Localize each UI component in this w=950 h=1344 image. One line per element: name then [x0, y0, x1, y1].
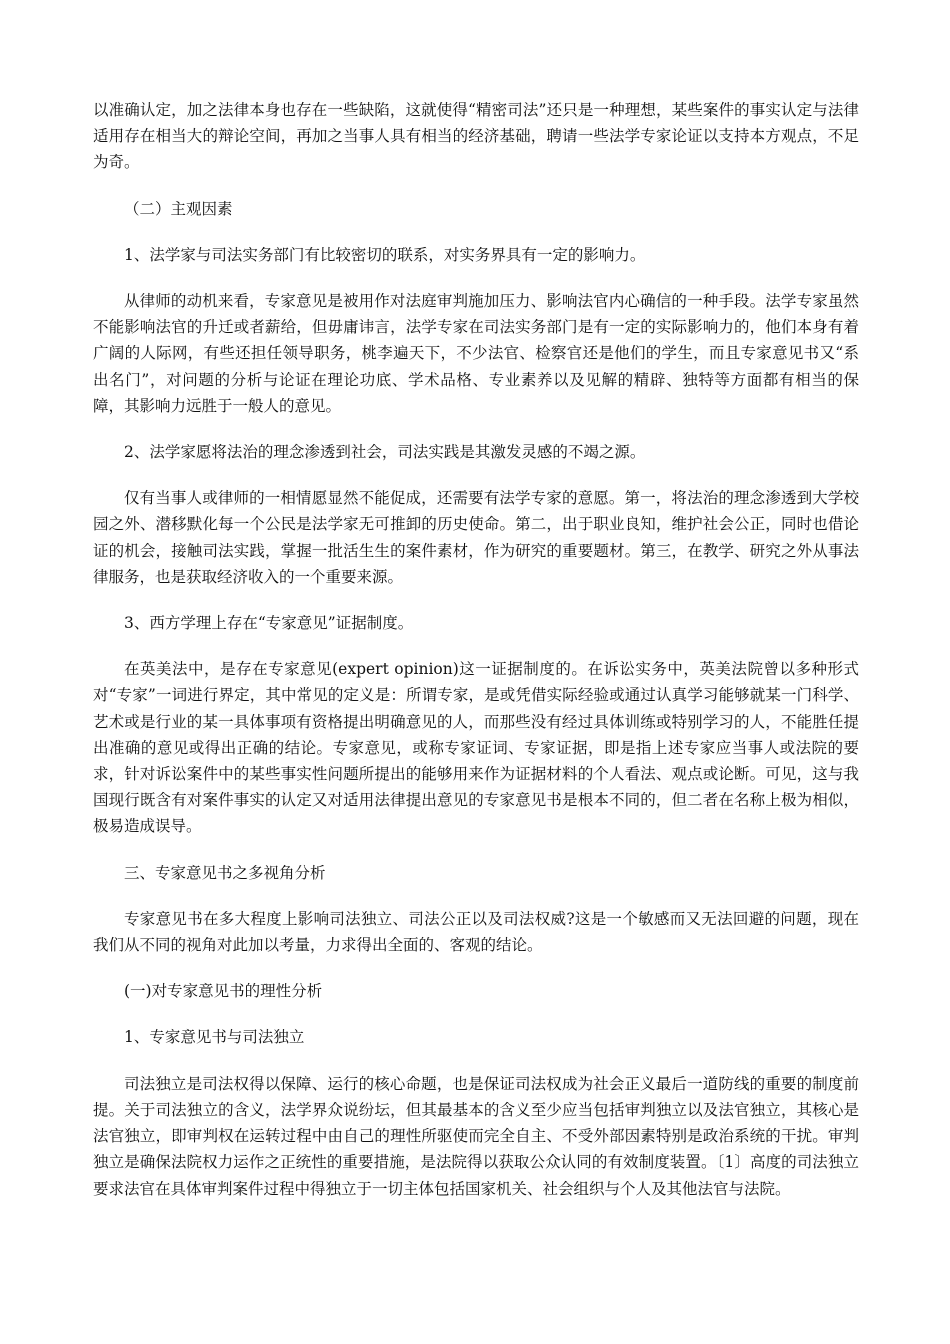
paragraph-body: 专家意见书在多大程度上影响司法独立、司法公正以及司法权威?这是一个敏感而又无法回避的问题，现在我们从不同的视角对此加以考量，力求得出全面的、客观的结论。: [93, 909, 859, 955]
subheading-1: 1、法学家与司法实务部门有比较密切的联系，对实务界具有一定的影响力。: [124, 245, 646, 264]
section-heading-subjective-factors: （二）主观因素: [124, 199, 233, 218]
paragraph-body: 从律师的动机来看，专家意见是被用作对法庭审判施加压力、影响法官内心确信的一种手段。法学专家虽然不能影响法官的升迁或者薪给，但毋庸讳言，法学专家在司法实务部门是有一定的实际影响力的，他们本身有着广阔的人际网，有些还担任领导职务，桃李遍天下，不少法官、检察官还是他们的学生，而且专家意见书又“系出名门”，对问题的分析与论证在理论功底、学术品格、专业素养以及见解的精辟、独特等方面都有相当的保障，其影响力远胜于一般人的意见。: [93, 292, 859, 415]
paragraph-body: 司法独立是司法权得以保障、运行的核心命题，也是保证司法权成为社会正义最后一道防线的重要的制度前提。关于司法独立的含义，法学界众说纷坛，但其最基本的含义至少应当包括审判独立以及法官独立，其核心是法官独立，即审判权在运转过程中由自己的理性所驱使而完全自主、不受外部因素特别是政治系统的干扰。审判独立是确保法院权力运作之正统性的重要措施，是法院得以获取公众认同的有效制度装置。〔1〕高度的司法独立要求法官在具体审判案件过程中得独立于一切主体包括国家机关、社会组织与个人及其他法官与法院。: [93, 1074, 859, 1198]
paragraph-body: 在英美法中，是存在专家意见(expert opinion)这一证据制度的。在诉讼实务中，英美法院曾以多种形式对“专家”一词进行界定，其中常见的定义是：所谓专家，是或凭借实际经验或通过认真学习能够就某一门科学、艺术或是行业的某一具体事项有资格提出明确意见的人，而那些没有经过具体训练或特别学习的人，不能胜任提出准确的意见或得出正确的结论。专家意见，或称专家证词、专家证据，即是指上述专家应当事人或法院的要求，针对诉讼案件中的某些事实性问题所提出的能够用来作为证据材料的个人看法、观点或论断。可见，这与我国现行既含有对案件事实的认定又对适用法律提出意见的专家意见书是根本不同的，但二者在名称上极为相似，极易造成误导。: [93, 660, 859, 836]
section-heading-three: 三、专家意见书之多视角分析: [124, 863, 326, 882]
section-heading-rational-analysis: (一)对专家意见书的理性分析: [124, 982, 323, 1001]
paragraph-continued: 以准确认定，加之法律本身也存在一些缺陷，这就使得“精密司法”还只是一种理想，某些案件的事实认定与法律适用存在相当大的辩论空间，再加之当事人具有相当的经济基础，聘请一些法学专家论证以支持本方观点，不足为奇。: [93, 101, 859, 172]
subheading-judicial-independence: 1、专家意见书与司法独立: [124, 1028, 305, 1047]
document-page: [93, 97, 859, 1222]
subheading-3: 3、西方学理上存在“专家意见”证据制度。: [124, 614, 414, 633]
subheading-2: 2、法学家愿将法治的理念渗透到社会，司法实践是其激发灵感的不竭之源。: [124, 443, 646, 462]
paragraph-body: 仅有当事人或律师的一相情愿显然不能促成，还需要有法学专家的意愿。第一，将法治的理念渗透到大学校园之外、潜移默化每一个公民是法学家无可推卸的历史使命。第二，出于职业良知，维护社会公正，同时也借论证的机会，接触司法实践，掌握一批活生生的案件素材，作为研究的重要题材。第三，在教学、研究之外从事法律服务，也是获取经济收入的一个重要来源。: [93, 489, 859, 586]
